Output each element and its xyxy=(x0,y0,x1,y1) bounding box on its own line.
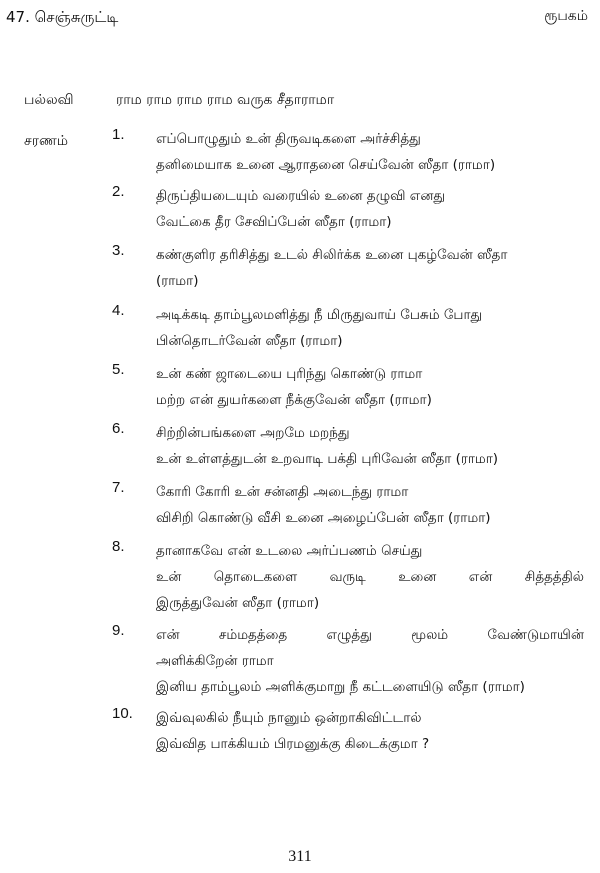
verse-number: 5. xyxy=(112,361,125,378)
verse-lines xyxy=(156,302,584,354)
verse-line: உன் கண் ஜாடையை புரிந்து கொண்டு ராமா xyxy=(156,366,423,382)
verse-number: 1. xyxy=(112,126,125,143)
verse-line: திருப்தியடையும் வரையில் உனை தழுவி எனது xyxy=(156,188,446,204)
verse-line: வேட்கை தீர சேவிப்பேன் ஸீதா (ராமா) xyxy=(156,214,392,230)
verse-number: 2. xyxy=(112,183,125,200)
verse-line: அடிக்கடி தாம்பூலமளித்து நீ மிருதுவாய் பேசும் போது xyxy=(156,307,483,323)
page-number: 311 xyxy=(288,848,312,865)
verse-number: 7. xyxy=(112,479,125,496)
verse-line: (ராமா) xyxy=(156,273,199,289)
verse-line: இவ்வித பாக்கியம் பிரமனுக்கு கிடைக்குமா ? xyxy=(156,736,430,752)
verse-line: தனிமையாக உனை ஆராதனை செய்வேன் ஸீதா (ராமா) xyxy=(156,157,496,173)
verse-line: உன் தொடைகளை வருடி உனை என் சித்தத்தில் xyxy=(156,569,584,585)
verse-number: 3. xyxy=(112,242,125,259)
verse-lines xyxy=(156,705,584,757)
verse-line: இருத்துவேன் ஸீதா (ராமா) xyxy=(156,595,320,611)
verse-line: விசிறி கொண்டு வீசி உனை அழைப்பேன் ஸீதா (ராமா) xyxy=(156,510,491,526)
pallavi-text: ராம ராம ராம ராம வருக சீதாராமா xyxy=(116,92,335,108)
charanam-label: சரணம் xyxy=(24,133,69,149)
verse-line: தானாகவே என் உடலை அர்ப்பணம் செய்து xyxy=(156,543,423,559)
verse-line: என் சம்மதத்தை எழுத்து மூலம் வேண்டுமாயின் xyxy=(156,627,584,643)
verse-line: உன் உள்ளத்துடன் உறவாடி பக்தி புரிவேன் ஸீதா (ராமா) xyxy=(156,451,499,467)
pallavi-label: பல்லவி xyxy=(24,92,74,108)
verse-lines xyxy=(156,242,584,294)
verse-lines xyxy=(156,126,584,178)
verse-number: 4. xyxy=(112,302,125,319)
verse-lines xyxy=(156,420,584,472)
song-title: 47. செஞ்சுருட்டி xyxy=(6,8,119,26)
verse-line: மற்ற என் துயர்களை நீக்குவேன் ஸீதா (ராமா) xyxy=(156,392,432,408)
verse-line: இனிய தாம்பூலம் அளிக்குமாறு நீ கட்டளையிடு ஸீதா (ராமா) xyxy=(156,679,525,695)
verse-lines xyxy=(156,538,584,616)
verse-lines xyxy=(156,479,584,531)
verse-line: சிற்றின்பங்களை அறமே மறந்து xyxy=(156,425,350,441)
tala-label: ரூபகம் xyxy=(544,8,588,24)
verse-line: கண்குளிர தரிசித்து உடல் சிலிர்க்க உனை புகழ்வேன் ஸீதா xyxy=(156,247,508,263)
verse-line: அளிக்கிறேன் ராமா xyxy=(156,653,274,669)
verse-line: எப்பொழுதும் உன் திருவடிகளை அர்ச்சித்து xyxy=(156,131,421,147)
verse-lines xyxy=(156,622,584,700)
verse-line: பின்தொடர்வேன் ஸீதா (ராமா) xyxy=(156,333,343,349)
verse-lines xyxy=(156,183,584,235)
verse-number: 9. xyxy=(112,622,125,639)
verse-number: 8. xyxy=(112,538,125,555)
verse-number: 10. xyxy=(112,705,133,722)
verse-line: கோரி கோரி உன் சன்னதி அடைந்து ராமா xyxy=(156,484,409,500)
verse-number: 6. xyxy=(112,420,125,437)
verse-line: இவ்வுலகில் நீயும் நானும் ஒன்றாகிவிட்டால் xyxy=(156,710,422,726)
verse-lines xyxy=(156,361,584,413)
